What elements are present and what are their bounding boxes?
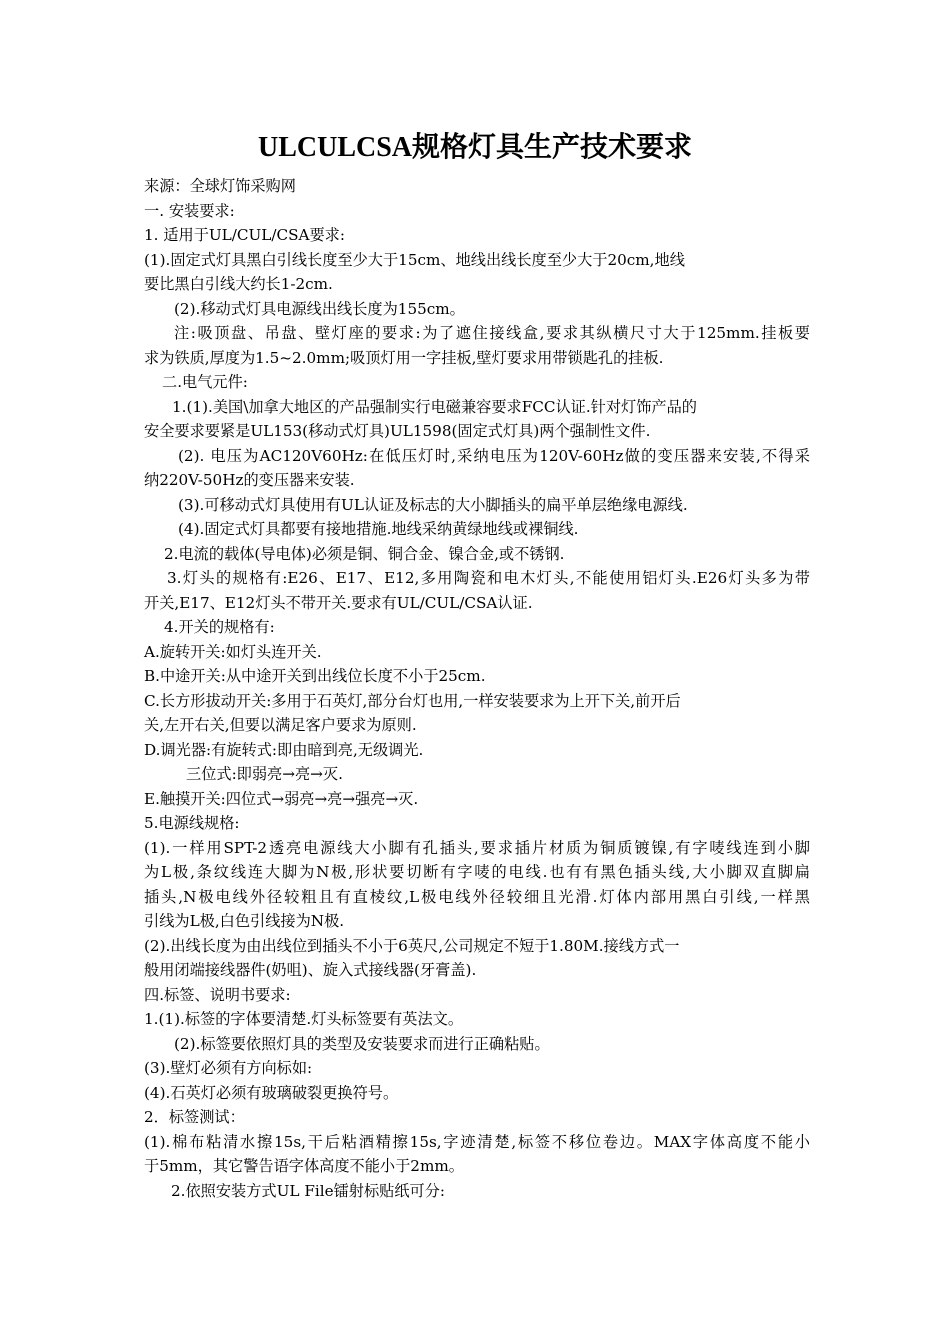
paragraph-line: 1.(1).标签的字体要清楚.灯头标签要有英法文。 [144,1010,464,1028]
section-heading-labels: 四.标签、说明书要求: [144,985,291,1004]
paragraph-line: (4).固定式灯具都要有接地措施.地线采纳黄绿地线或裸铜线. [178,520,579,538]
paragraph-line: (2).出线长度为由出线位到插头不小于6英尺,公司规定不短于1.80M.接线方式一 [144,936,680,955]
list-item: 关,左开右关,但要以满足客户要求为原则. [144,716,417,734]
paragraph-line: 要比黑白引线大约长1-2cm. [144,275,333,293]
paragraph-line: (2). 电压为AC120V60Hz:在低压灯时,采纳电压为120V-60Hz做的变压器来安装,不得采 [178,446,810,465]
section-heading-electrical: 二.电气元件: [162,373,248,391]
subsection-heading-switches: 4.开关的规格有: [164,618,275,636]
section-heading-installation: 一. 安装要求: [144,201,235,220]
source-line: 来源：全球灯饰采购网 [144,177,296,195]
paragraph-line: (1).棉布粘清水擦15s,干后粘酒精擦15s,字迹清楚,标签不移位卷边。MAX字体高度不能小 [144,1132,810,1151]
paragraph-line: 开关,E17、E12灯头不带开关.要求有UL/CUL/CSA认证. [144,593,533,612]
paragraph-line: (2).移动式灯具电源线出线长度为155cm。 [174,299,465,318]
list-item: E.触摸开关:四位式→弱亮→亮→强亮→灭. [144,789,419,808]
list-item: A.旋转开关:如灯头连开关. [144,642,322,661]
list-item: B.中途开关:从中途开关到出线位长度不小于25cm. [144,667,486,685]
list-item: 三位式:即弱亮→亮→灭. [186,765,343,783]
paragraph-line: 为L极,条纹线连大脚为N极,形状要切断有字唛的电线.也有有黑色插头线,大小脚双直脚扁 [144,863,810,881]
paragraph-line: 般用闭端接线器件(奶咀)、旋入式接线器(牙膏盖). [144,961,477,979]
paragraph-line: 纳220V-50Hz的变压器来安装. [144,471,355,489]
subsection-heading-label-test: 2．标签测试： [144,1108,245,1126]
document-title: ULCULCSA规格灯具生产技术要求 [257,132,693,163]
paragraph-line: (2).标签要依照灯具的类型及安装要求而进行正确粘贴。 [174,1034,550,1053]
paragraph-line: 求为铁质,厚度为1.5~2.0mm;吸顶灯用一字挂板,壁灯要求用带锁匙孔的挂板. [144,348,664,367]
list-item: D.调光器:有旋转式:即由暗到亮,无级调光. [144,740,424,759]
paragraph-line: (3).可移动式灯具使用有UL认证及标志的大小脚插头的扁平单层绝缘电源线. [178,495,688,514]
subsection-heading-power-cord: 5.电源线规格: [144,814,240,832]
paragraph-line: (1).一样用SPT-2透亮电源线大小脚有孔插头,要求插片材质为铜质镀镍,有字唛线连到小脚 [144,838,810,857]
paragraph-line: 注:吸顶盘、吊盘、壁灯座的要求:为了遮住接线盒,要求其纵横尺寸大于125mm.挂板要 [174,324,810,342]
paragraph-line: 安全要求要紧是UL153(移动式灯具)UL1598(固定式灯具)两个强制性文件. [144,422,651,440]
paragraph-line: 3.灯头的规格有:E26、E17、E12,多用陶瓷和电木灯头,不能使用铝灯头.E26灯头多为带 [167,569,810,587]
paragraph-line: 1.(1).美国\加拿大地区的产品强制实行电磁兼容要求FCC认证.针对灯饰产品的 [172,397,697,416]
list-item: C.长方形拔动开关:多用于石英灯,部分台灯也用,一样安装要求为上开下关,前开后 [144,691,681,710]
paragraph-line: 插头,N极电线外径较粗且有直棱纹,L极电线外径较细且光滑.灯体内部用黑白引线,一样黑 [144,887,810,906]
paragraph-line: (4).石英灯必须有玻璃破裂更换符号。 [144,1083,399,1102]
paragraph-line: 2.依照安装方式UL File镭射标贴纸可分: [171,1181,445,1200]
item-ul-requirements: 1. 适用于UL/CUL/CSA要求: [144,226,345,244]
paragraph-line: 2.电流的载体(导电体)必须是铜、铜合金、镍合金,或不锈钢. [164,544,565,563]
paragraph-line: (3).壁灯必须有方向标如: [144,1059,313,1077]
paragraph-line: (1).固定式灯具黑白引线长度至少大于15cm、地线出线长度至少大于20cm,地线 [144,250,685,269]
paragraph-line: 于5mm，其它警告语字体高度不能小于2mm。 [144,1157,464,1175]
paragraph-line: 引线为L极,白色引线接为N极. [144,912,345,930]
document-body [144,174,810,1203]
